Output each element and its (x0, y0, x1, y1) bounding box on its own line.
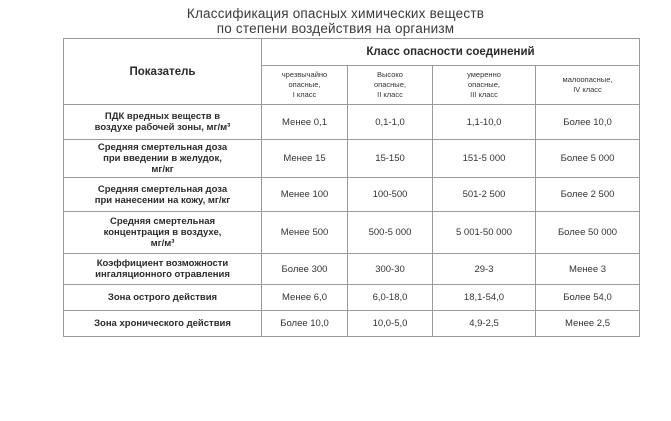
row-label-acute-zone: Зона острого действия (64, 285, 262, 311)
table-cell: Более 10,0 (536, 105, 640, 140)
table-cell: Менее 2,5 (536, 311, 640, 337)
table-cell: 18,1-54,0 (433, 285, 536, 311)
table-cell: Более 50 000 (536, 212, 640, 254)
table-row (64, 254, 640, 285)
table-row (64, 105, 640, 140)
table-cell: Более 300 (262, 254, 348, 285)
table-cell: Менее 15 (262, 140, 348, 178)
title-line-1: Классификация опасных химических веществ (186, 6, 485, 21)
table-cell: Менее 3 (536, 254, 640, 285)
table-row (64, 178, 640, 212)
table-cell: 500-5 000 (348, 212, 433, 254)
table-cell: 1,1-10,0 (433, 105, 536, 140)
row-label-lc: Средняя смертельная концентрация в воздухе, мг/м³ (64, 212, 262, 254)
table-cell: Более 54,0 (536, 285, 640, 311)
table-cell: 6,0-18,0 (348, 285, 433, 311)
table-cell: Более 5 000 (536, 140, 640, 178)
table-row (64, 311, 640, 337)
class-2-header: Высоко опасные, II класс (348, 66, 433, 105)
indicator-header: Показатель (64, 39, 262, 105)
table-cell: Менее 500 (262, 212, 348, 254)
row-label-inhalation-coef: Коэффициент возможности ингаляционного отравления (64, 254, 262, 285)
table-cell: 29-3 (433, 254, 536, 285)
table-cell: 5 001-50 000 (433, 212, 536, 254)
table-cell: Менее 100 (262, 178, 348, 212)
hazard-classification-table (63, 38, 640, 337)
table-row (64, 285, 640, 311)
table-cell: Более 2 500 (536, 178, 640, 212)
table-cell: 0,1-1,0 (348, 105, 433, 140)
table-row (64, 140, 640, 178)
class-header: Класс опасности соединений (262, 39, 640, 66)
table-cell: 501-2 500 (433, 178, 536, 212)
row-label-mac: ПДК вредных веществ в воздухе рабочей зоны, мг/м³ (64, 105, 262, 140)
class-4-header: малоопасные, IV класс (536, 66, 640, 105)
table-row (64, 212, 640, 254)
table-cell: Более 10,0 (262, 311, 348, 337)
table-cell: 300-30 (348, 254, 433, 285)
table-cell: 151-5 000 (433, 140, 536, 178)
row-label-oral-ld: Средняя смертельная доза при введении в желудок, мг/кг (64, 140, 262, 178)
row-label-chronic-zone: Зона хронического действия (64, 311, 262, 337)
table-cell: Менее 0,1 (262, 105, 348, 140)
class-3-header: умеренно опасные, III класс (433, 66, 536, 105)
title-line-2: по степени воздействия на организм (216, 21, 455, 36)
class-1-header: чрезвычайно опасные, I класс (262, 66, 348, 105)
table-cell: Менее 6,0 (262, 285, 348, 311)
row-label-dermal-ld: Средняя смертельная доза при нанесении на кожу, мг/кг (64, 178, 262, 212)
table-cell: 15-150 (348, 140, 433, 178)
table-cell: 10,0-5,0 (348, 311, 433, 337)
table-cell: 100-500 (348, 178, 433, 212)
table-cell: 4,9-2,5 (433, 311, 536, 337)
document-title (0, 6, 671, 36)
